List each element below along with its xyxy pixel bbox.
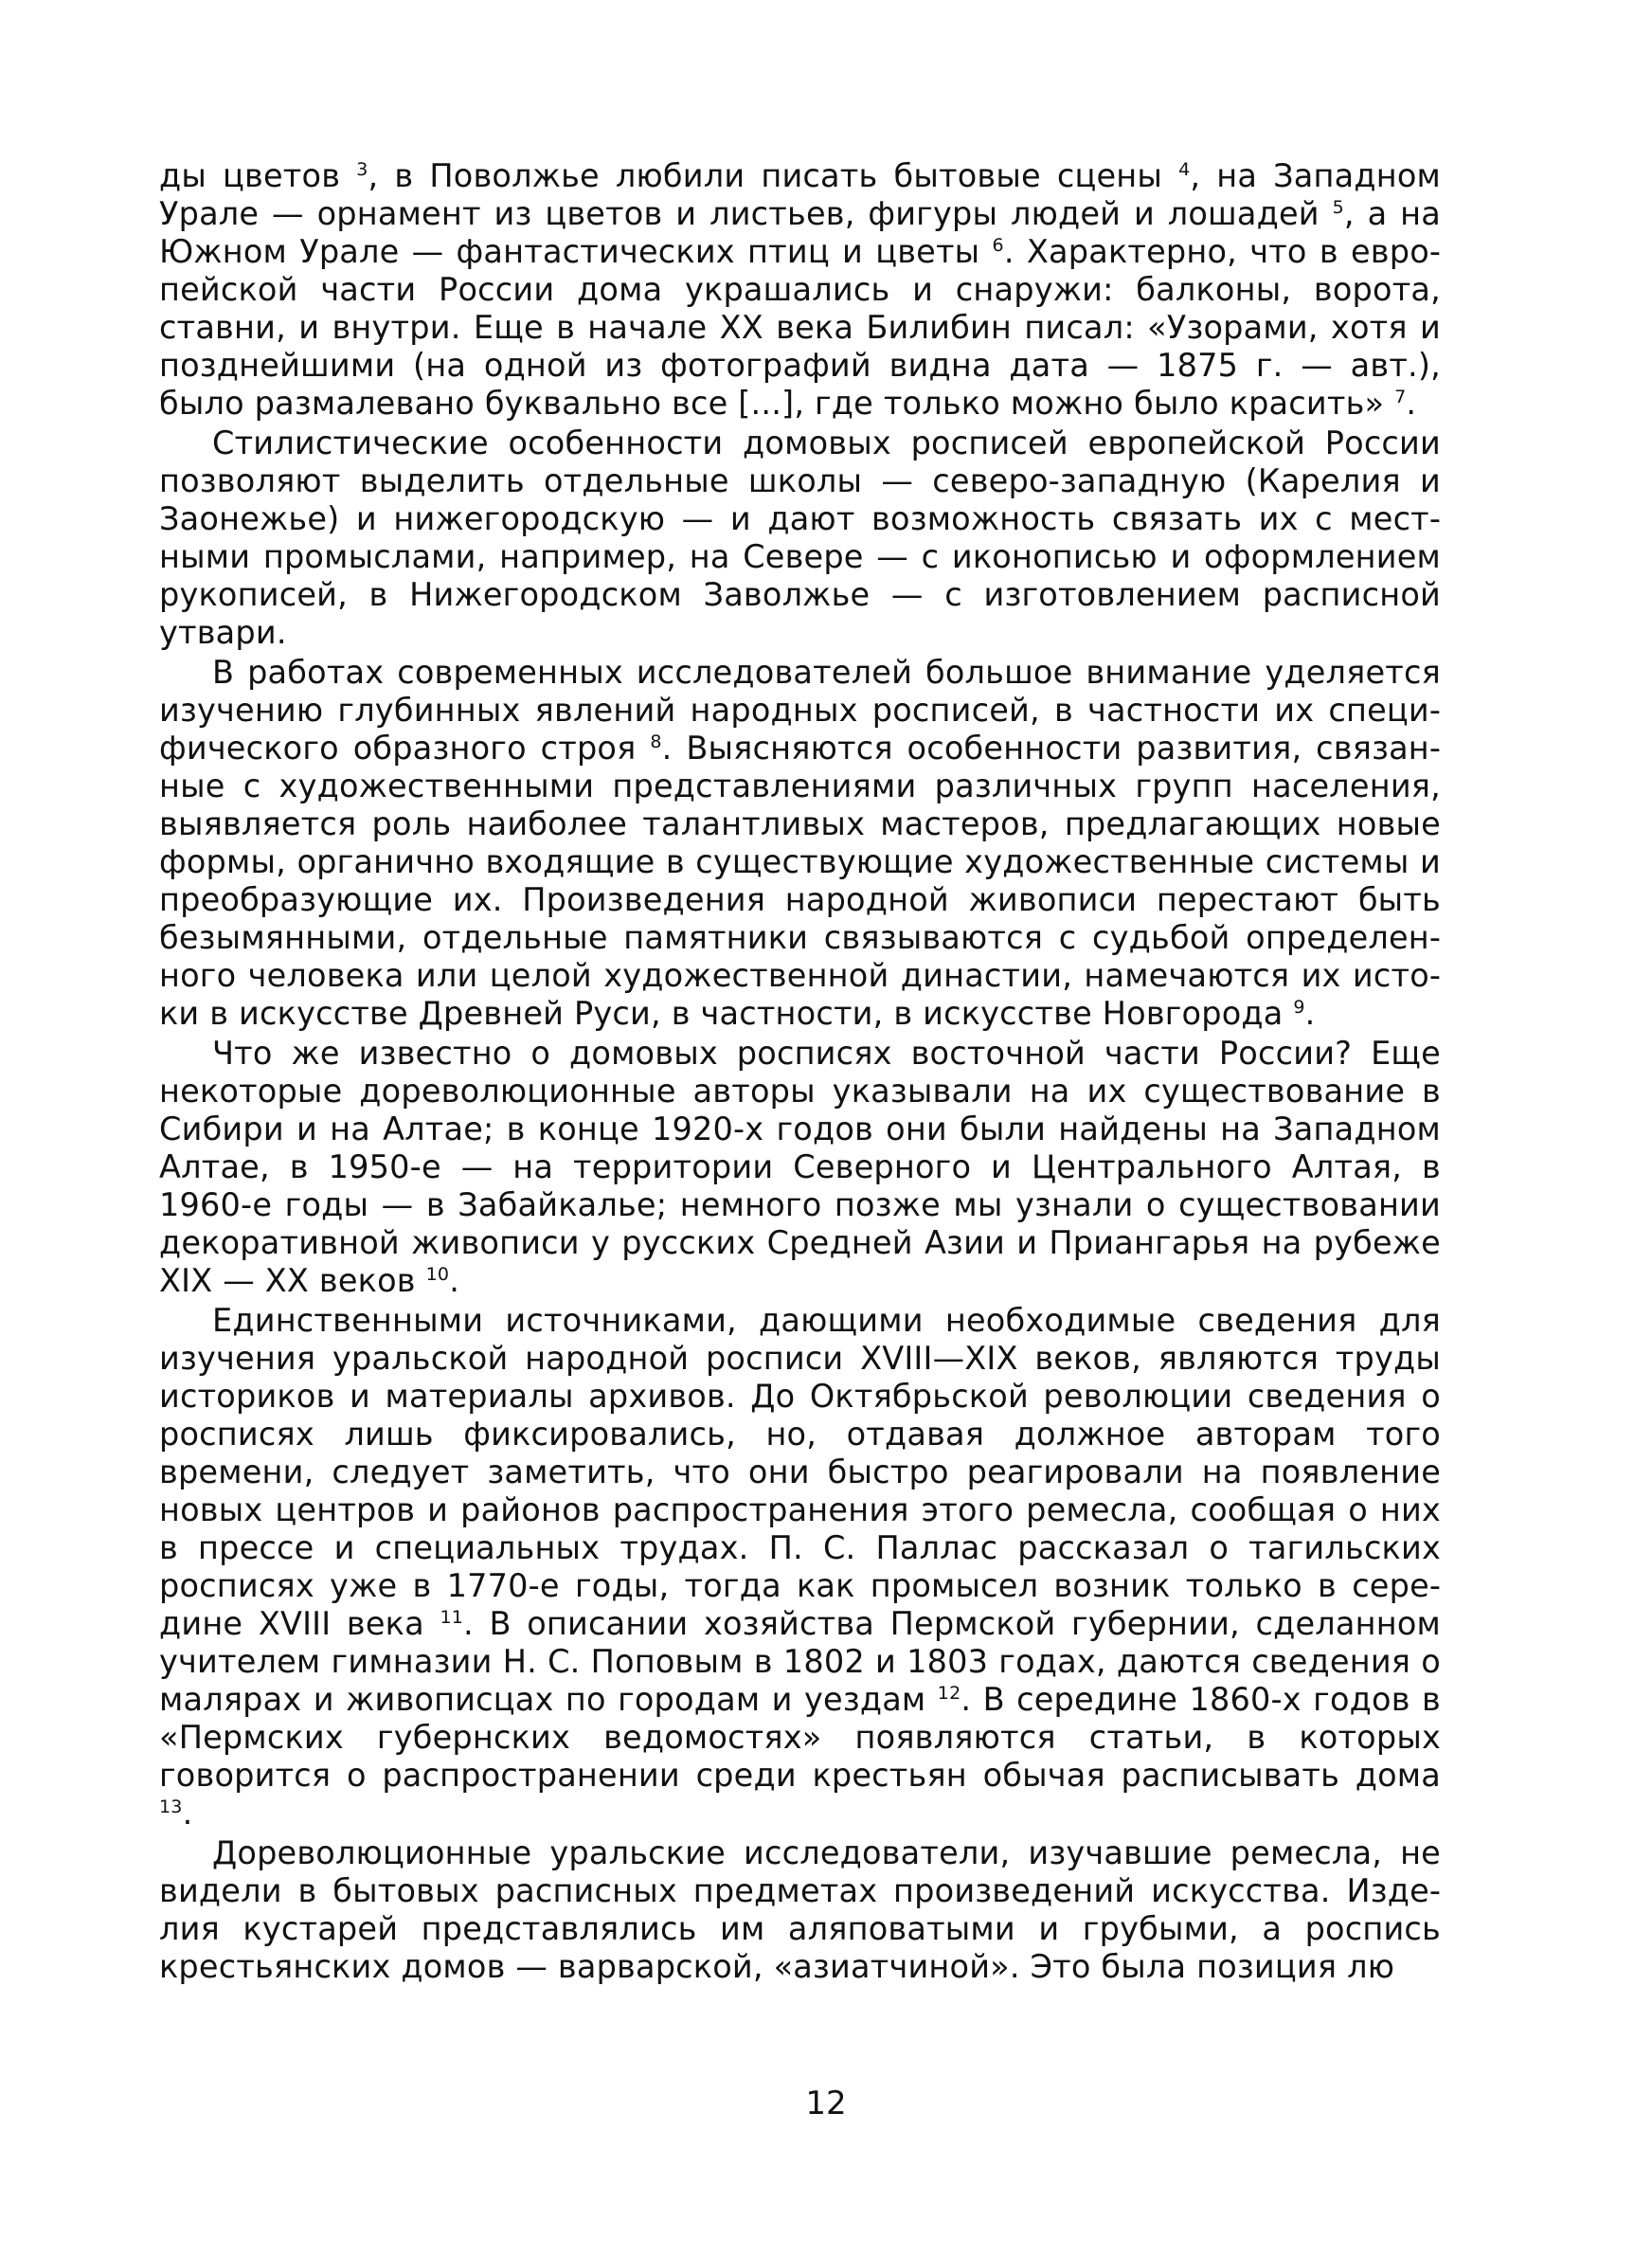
footnote-ref: 11 — [440, 1606, 464, 1628]
footnote-ref: 8 — [650, 731, 662, 752]
text-run: Что же известно о домовых росписях восточной части России? Еще некоторые дореволюционные авторы указывали на их существование в Сибири и на Алтае; в конце 1920-х годов они были найдены на Западном Алтае, в 1950-е — на территории Северного и Центрального Алтая, в 1960-е годы — в Забайкалье; немного позже мы узнали о существовании декоративной живописи у русских Средней Азии и Приангарья на рубеже XIX — XX веков — [159, 1035, 1441, 1299]
body-text — [159, 157, 1441, 1988]
text-run: . Характерно, что в европейской части России дома украшались и снаружи: балконы, ворота, ставни, и внутри. Еще в начале XX века Билибин писал: «Узорами, хотя и позднейшими (на одной из фотографий видна дата — 1875 г. — авт.), было размалевано буквально все [...], где только можно было красить» — [159, 233, 1441, 422]
text-run: . — [449, 1262, 460, 1299]
text-run: . — [182, 1795, 193, 1832]
text-run: Стилистические особенности домовых росписей европейской России позволяют выделить отдельные школы — северо-западную (Карелия и Заонежье) и нижегородскую — и дают возможность связать их с местными промыслами, например, на Севере — с иконописью и оформлением рукописей, в Нижегородском Заволжье — с изготовлением расписной утвари. — [159, 424, 1441, 651]
footnote-ref: 5 — [1332, 196, 1344, 218]
paragraph-5 — [159, 1302, 1441, 1833]
paragraph-6 — [159, 1834, 1441, 1986]
paragraph-4 — [159, 1035, 1441, 1300]
paragraph-2 — [159, 424, 1441, 652]
text-run: , а на Южном Урале — фантастических птиц и цветы — [159, 195, 1441, 270]
text-run: . В описании хозяйства Пермской губернии, сделанном учителем гимназии Н. С. Поповым в 1802 и 1803 годах, даются сведения о малярах и живописцах по городам и уездам — [159, 1605, 1441, 1718]
text-run: . — [1406, 385, 1417, 422]
footnote-ref: 6 — [992, 234, 1004, 256]
page-number: 12 — [805, 2085, 847, 2122]
footnote-ref: 7 — [1394, 386, 1407, 407]
text-run: , в Поволжье любили писать бытовые сцены — [368, 157, 1179, 194]
text-run: . Выясняются особенности развития, связанные с художественными представлениями различных групп населения, выявляется роль наиболее талантливых мастеров, предлагающих новые формы, органично входящие в существующие художественные системы и преобразующие их. Произведения народной живописи перестают быть безымянными, отдельные памятники связываются с судьбой определенного человека или целой художественной династии, намечаются их истоки в искусстве Древней Руси, в частности, в искусстве Новгорода — [159, 730, 1442, 1032]
text-run: Дореволюционные уральские исследователи, изучавшие ремесла, не видели в бытовых расписных предметах произведений искусства. Изделия кустарей представлялись им аляповатыми и грубыми, а роспись крестьянских домов — варварской, «азиатчиной». Это была позиция лю — [159, 1834, 1441, 1985]
text-run: . В середине 1860-х годов в «Пермских губернских ведомостях» появляются статьи, в которых говорится о распространении среди крестьян обычая расписывать дома — [159, 1681, 1441, 1794]
footnote-ref: 9 — [1293, 996, 1305, 1018]
text-run: В работах современных исследователей большое внимание уделяется изучению глубинных явлений народных росписей, в частности их специфического образного строя — [159, 654, 1441, 767]
footnote-ref: 4 — [1178, 158, 1191, 180]
text-run: , на Западном Урале — орнамент из цветов и листьев, фигуры людей и лошадей — [159, 157, 1441, 232]
text-run: . — [1304, 995, 1316, 1032]
text-run: ды цветов — [159, 157, 357, 194]
text-run: Единственными источниками, дающими необходимые сведения для изучения уральской народной росписи XVIII—XIX веков, являются труды историков и материалы архивов. До Октябрьской революции сведения о росписях лишь фиксировались, но, отдавая должное авторам того времени, следует заметить, что они быстро реагировали на появление новых центров и районов распространения этого ремесла, сообщая о них в прессе и специальных трудах. П. С. Паллас рассказал о тагильских росписях уже в 1770-е годы, тогда как промысел возник только в середине XVIII века — [159, 1302, 1441, 1642]
footnote-ref: 10 — [425, 1263, 450, 1285]
paragraph-3 — [159, 654, 1441, 1033]
footnote-ref: 3 — [356, 158, 368, 180]
footnote-ref: 12 — [937, 1682, 961, 1704]
paragraph-1 — [159, 157, 1441, 423]
footnote-ref: 13 — [159, 1796, 183, 1817]
